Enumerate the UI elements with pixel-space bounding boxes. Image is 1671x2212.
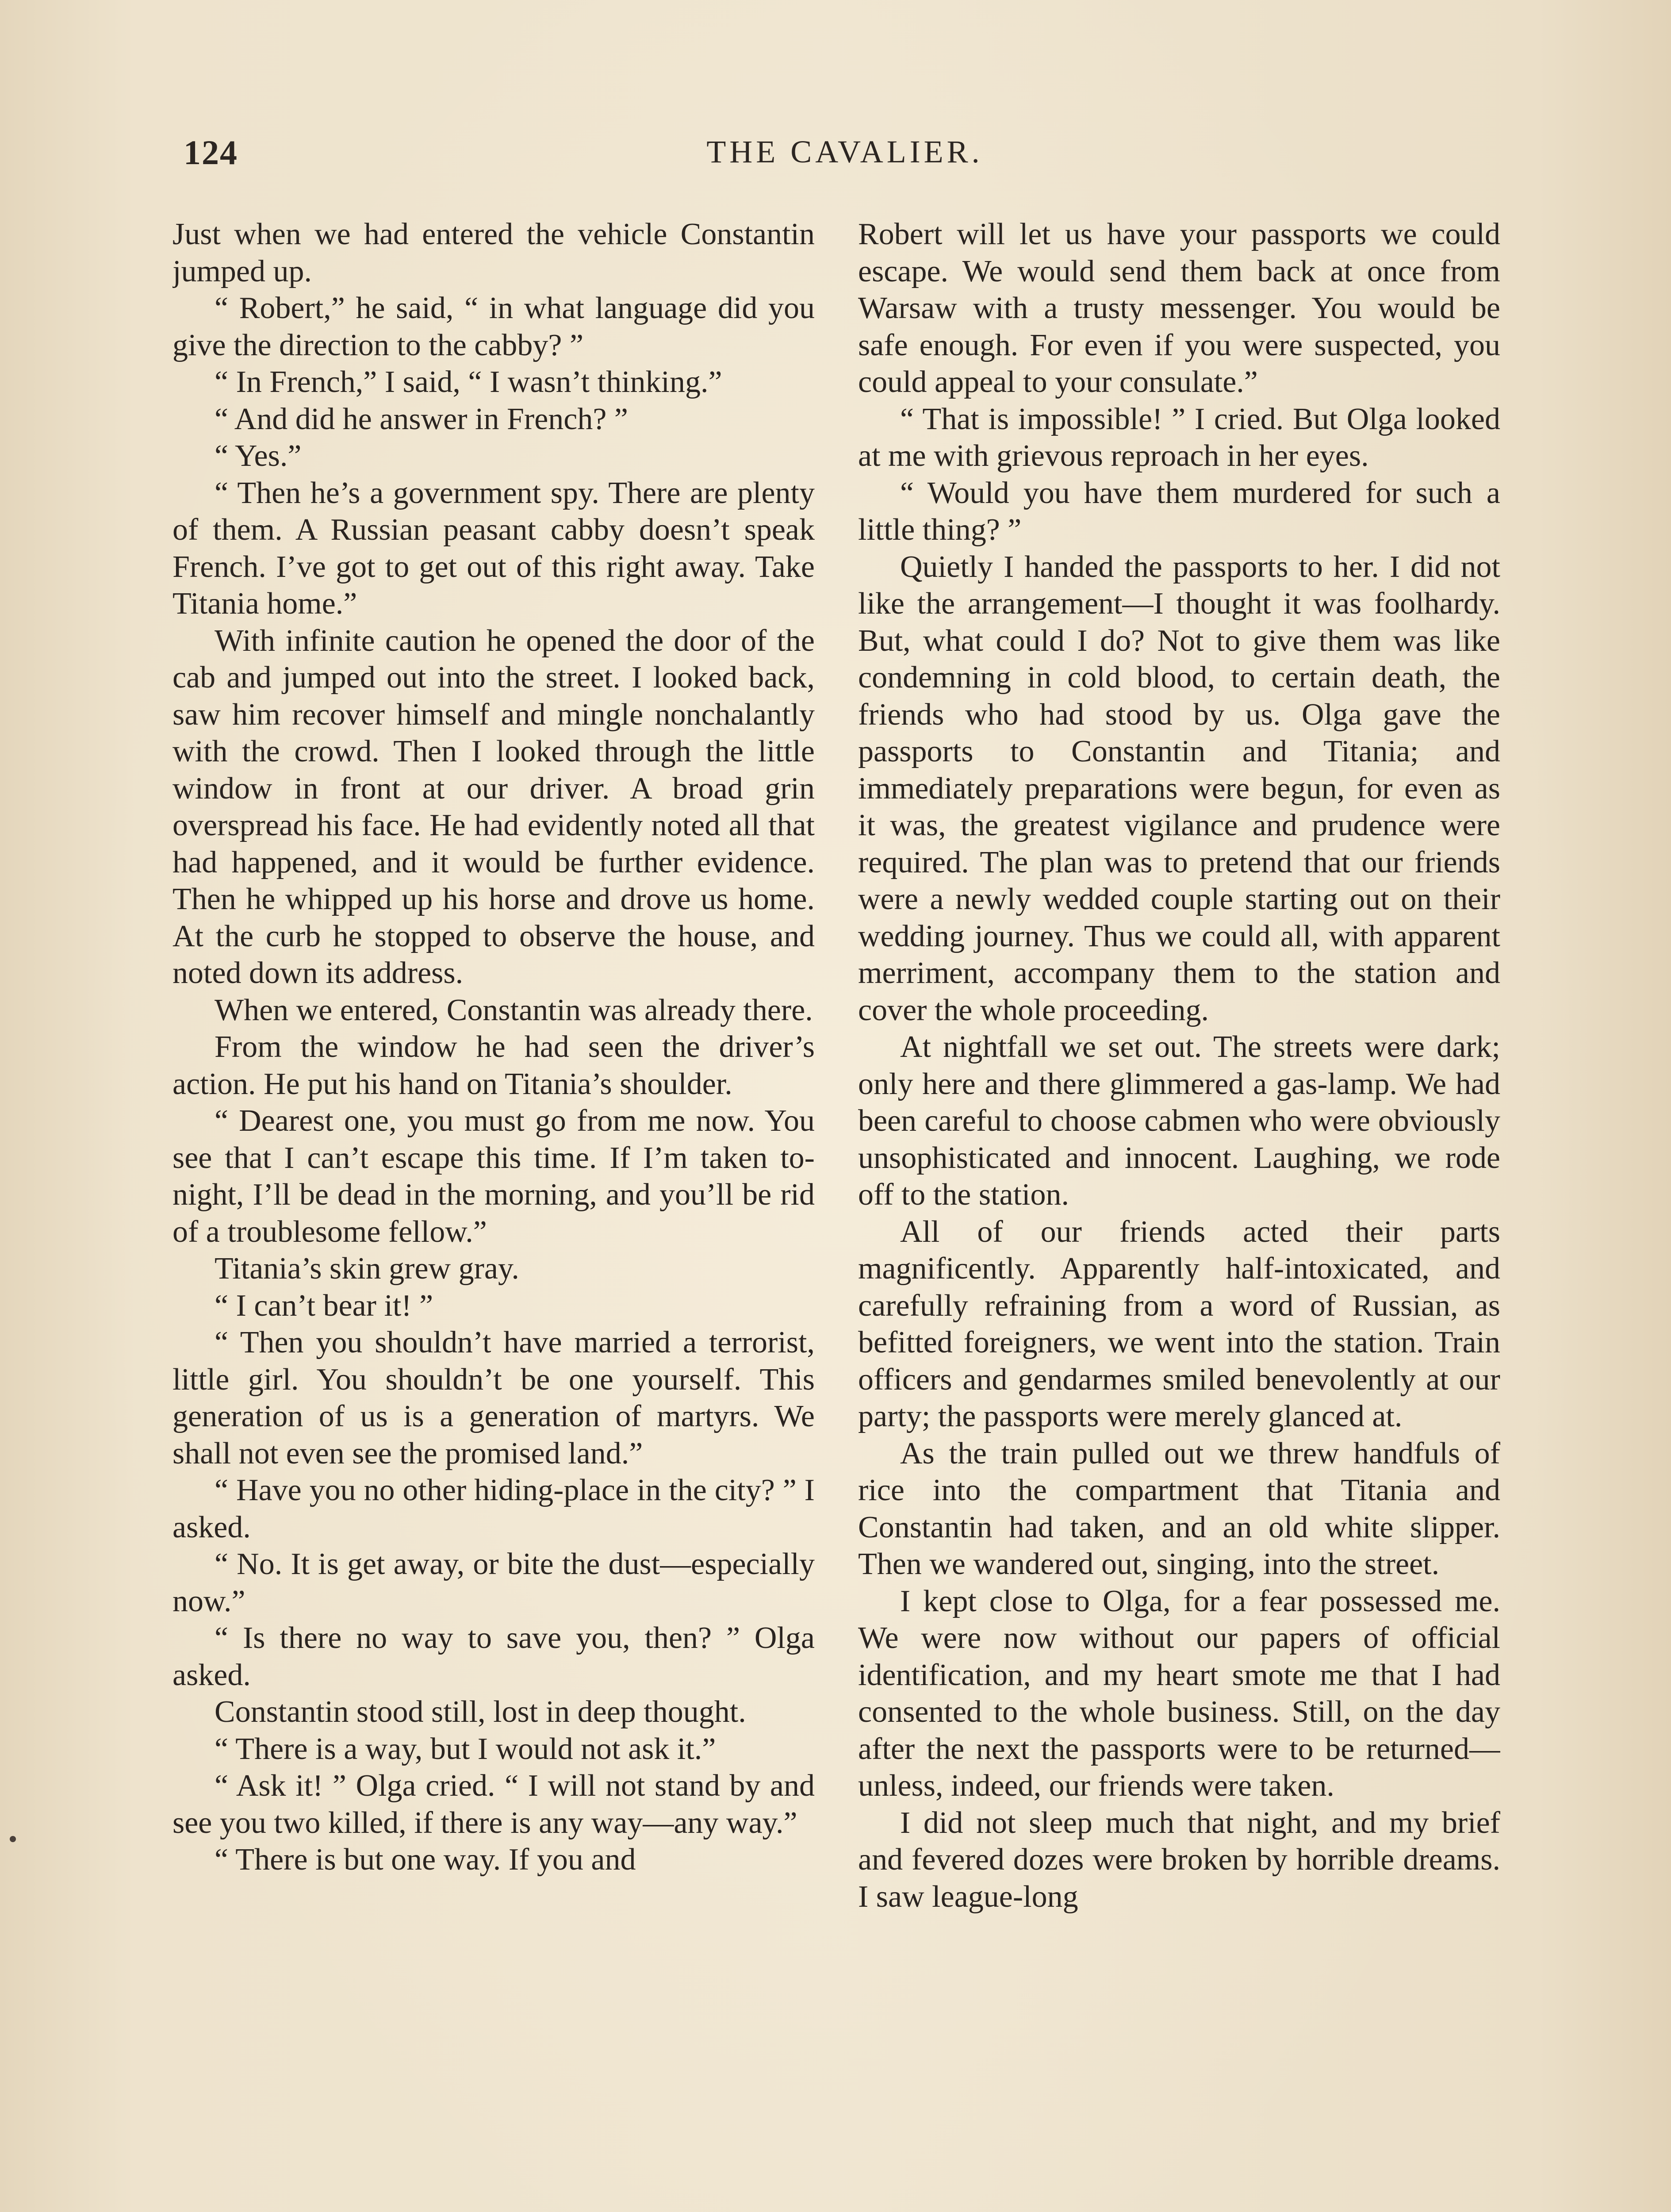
page-number: 124 (184, 133, 238, 172)
paragraph: “ No. It is get away, or bite the dust—especially now.” (172, 1547, 815, 1618)
paragraph: “ I can’t bear it! ” (215, 1288, 433, 1323)
paragraph: “ Have you no other hiding-place in the city? ” I asked. (172, 1473, 815, 1544)
paragraph: “ Ask it! ” Olga cried. “ I will not stand by and see you two killed, if there is any way—any way.” (172, 1769, 815, 1840)
paragraph: “ Would you have them murdered for such a little thing? ” (858, 476, 1500, 547)
running-head: THE CAVALIER. (706, 134, 983, 169)
paragraph: With infinite caution he opened the door of the cab and jumped out into the street. I looked back, saw him recover himself and mingle nonchalantly with the crowd. Then I looked through the little window in front at our driver. A broad grin overspread his face. He had evidently noted all that had happened, and it would be further evidence. Then he whipped up his horse and drove us home. At the curb he stopped to observe the house, and noted down its address. (172, 623, 815, 990)
paragraph: “ In French,” I said, “ I wasn’t thinking.” (215, 365, 722, 399)
paragraph: When we entered, Constantin was already there. (215, 993, 813, 1027)
paragraph: “ Dearest one, you must go from me now. You see that I can’t escape this time. If I’m taken to-night, I’ll be dead in the morning, and you’ll be rid of a troublesome fellow.” (172, 1104, 815, 1249)
paragraph: As the train pulled out we threw handfuls of rice into the compartment that Titania and Constantin had taken, and an old white slipper. Then we wandered out, singing, into the street. (858, 1436, 1500, 1581)
paragraph: At nightfall we set out. The streets were dark; only here and there glimmered a gas-lamp. We had been careful to choose cabmen who were obviously unsophisticated and innocent. Laughing, we rode off to the station. (858, 1030, 1500, 1212)
paragraph: I kept close to Olga, for a fear possessed me. We were now without our papers of official identification, and my heart smote me that I had consented to the whole business. Still, on the day after the next the passports were to be returned—unless, indeed, our friends were taken. (858, 1584, 1500, 1803)
paragraph: “ Then you shouldn’t have married a terrorist, little girl. You shouldn’t be one yourself. This generation of us is a generation of martyrs. We shall not even see the promised land.” (172, 1325, 815, 1471)
paragraph: “ That is impossible! ” I cried. But Olga looked at me with grievous reproach in her eyes. (858, 402, 1500, 473)
paragraph: “ Robert,” he said, “ in what language did you give the direction to the cabby? ” (172, 291, 815, 362)
paragraph: From the window he had seen the driver’s action. He put his hand on Titania’s shoulder. (172, 1030, 815, 1101)
paragraph: Constantin stood still, lost in deep thought. (215, 1695, 746, 1729)
left-text-column (172, 216, 815, 2212)
paragraph: Titania’s skin grew gray. (215, 1252, 519, 1286)
paragraph: “ Yes.” (215, 439, 302, 473)
paragraph: “ Then he’s a government spy. There are plenty of them. A Russian peasant cabby doesn’t speak French. I’ve got to get out of this right away. Take Titania home.” (172, 476, 815, 621)
paragraph: “ And did he answer in French? ” (215, 402, 628, 436)
paragraph: “ There is but one way. If you and (215, 1843, 636, 1877)
page-header (184, 133, 1506, 190)
right-text-column (858, 216, 1500, 2212)
paragraph: Just when we had entered the vehicle Constantin jumped up. (172, 217, 815, 288)
paragraph: Quietly I handed the passports to her. I did not like the arrangement—I thought it was foolhardy. But, what could I do? Not to give them was like condemning in cold blood, to certain death, the friends who had stood by us. Olga gave the passports to Constantin and Titania; and immediately preparations were begun, for even as it was, the greatest vigilance and prudence were required. The plan was to pretend that our friends were a newly wedded couple starting out on their wedding journey. Thus we could all, with apparent merriment, accompany them to the station and cover the whole proceeding. (858, 549, 1500, 1027)
paragraph: “ Is there no way to save you, then? ” Olga asked. (172, 1621, 815, 1692)
paragraph: “ There is a way, but I would not ask it.” (215, 1732, 716, 1766)
paragraph: I did not sleep much that night, and my brief and fevered dozes were broken by horrible dreams. I saw league-long (858, 1805, 1500, 1914)
ink-speck (10, 1836, 16, 1842)
paragraph: All of our friends acted their parts magnificently. Apparently half-intoxicated, and carefully refraining from a word of Russian, as befitted foreigners, we went into the station. Train officers and gendarmes smiled benevolently at our party; the passports were merely glanced at. (858, 1214, 1500, 1433)
paragraph: Robert will let us have your passports we could escape. We would send them back at once from Warsaw with a trusty messenger. You would be safe enough. For even if you were suspected, you could appeal to your consulate.” (858, 217, 1500, 399)
